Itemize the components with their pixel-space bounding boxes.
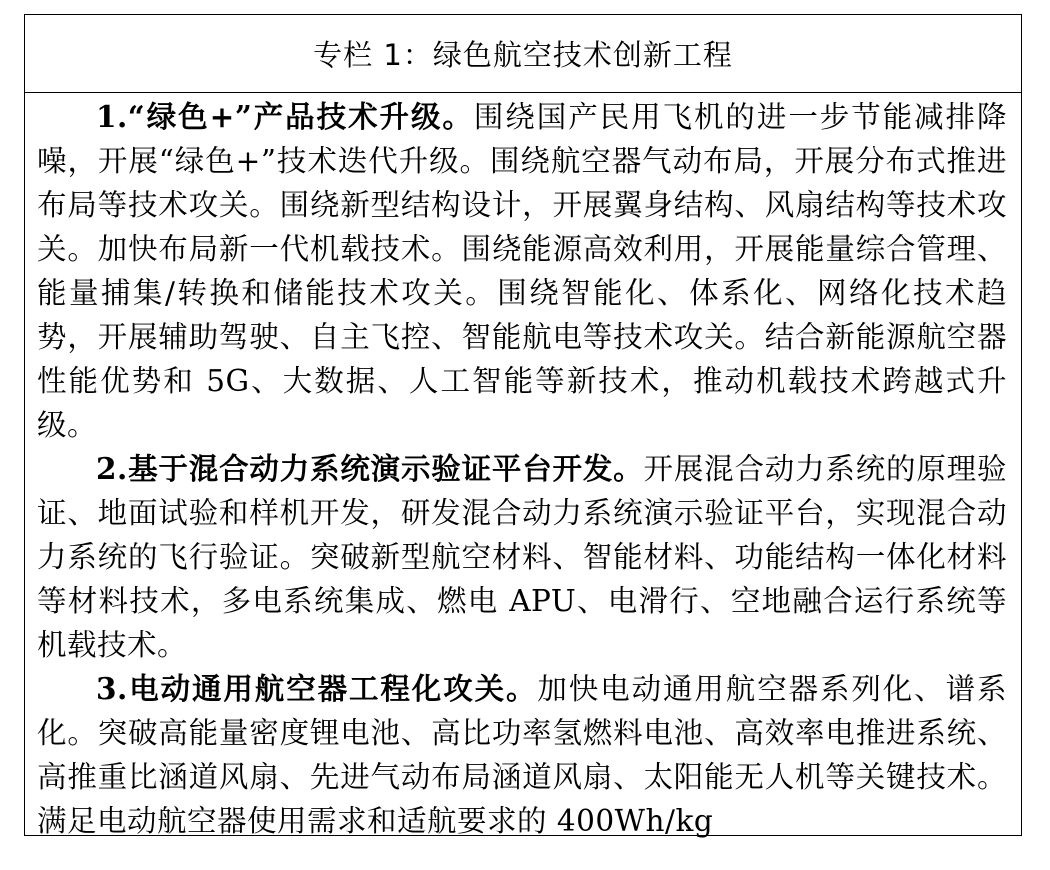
column-item-1 <box>37 95 1007 447</box>
column-box <box>24 14 1022 836</box>
column-title: 专栏 1：绿色航空技术创新工程 <box>25 15 1021 93</box>
column-item-2-text: 开展混合动力系统的原理验证、地面试验和样机开发，研发混合动力系统演示验证平台，实现混合动力系统的飞行验证。突破新型航空材料、智能材料、功能结构一体化材料等材料技术，多电系统集成、燃电 APU、电滑行、空地融合运行系统等机载技术。 <box>37 452 1007 662</box>
column-item-3 <box>37 667 1007 843</box>
column-item-3-heading: 3.电动通用航空器工程化攻关。 <box>96 671 538 706</box>
column-item-2 <box>37 447 1007 667</box>
column-item-3-text: 加快电动通用航空器系列化、谱系化。突破高能量密度锂电池、高比功率氢燃料电池、高效率电推进系统、高推重比涵道风扇、先进气动布局涵道风扇、太阳能无人机等关键技术。满足电动航空器使用需求和适航要求的 400Wh/kg <box>37 672 1007 838</box>
column-item-1-text: 围绕国产民用飞机的进一步节能减排降噪，开展“绿色+”技术迭代升级。围绕航空器气动布局，开展分布式推进布局等技术攻关。围绕新型结构设计，开展翼身结构、风扇结构等技术攻关。加快布局新一代机载技术。围绕能源高效利用，开展能量综合管理、能量捕集/转换和储能技术攻关。围绕智能化、体系化、网络化技术趋势，开展辅助驾驶、自主飞控、智能航电等技术攻关。结合新能源航空器性能优势和 5G、大数据、人工智能等新技术，推动机载技术跨越式升级。 <box>37 100 1007 442</box>
column-body <box>25 93 1021 843</box>
column-item-2-heading: 2.基于混合动力系统演示验证平台开发。 <box>96 451 644 486</box>
column-item-1-heading: 1.“绿色+”产品技术升级。 <box>96 99 474 134</box>
